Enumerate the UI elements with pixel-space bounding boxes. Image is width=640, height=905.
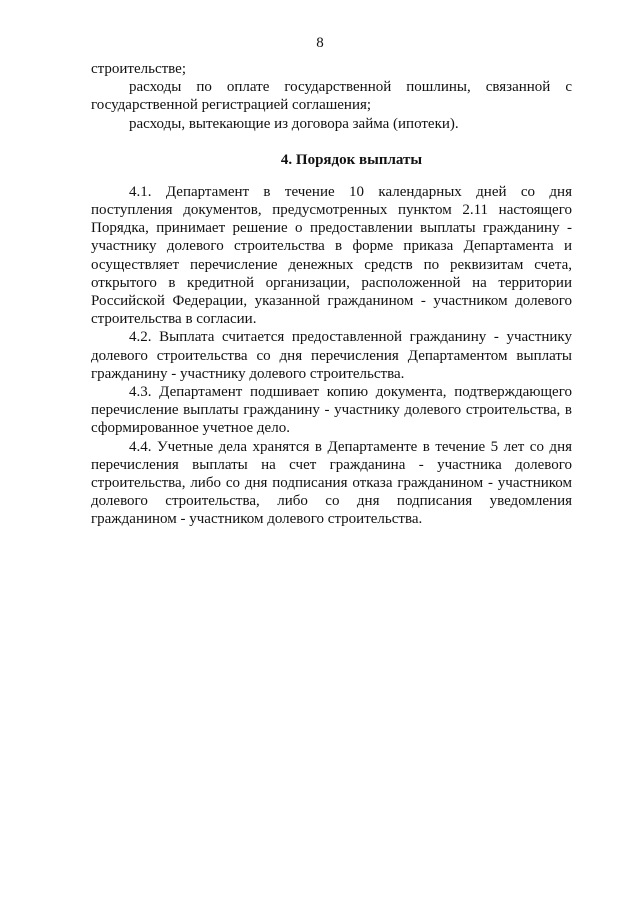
paragraph-4-4: 4.4. Учетные дела хранятся в Департаменте в течение 5 лет со дня перечисления выплаты на счет гражданина - участника долевого строительства, либо со дня подписания отказа гражданином - участником долевого строительства, либо со дня подписания уведомления гражданином - участником долевого строительства.	[91, 438, 572, 528]
continuation-paragraph-fees: расходы по оплате государственной пошлины, связанной с государственной регистрацией соглашения;	[91, 79, 572, 114]
page-number: 8	[316, 35, 324, 51]
paragraph-4-2: 4.2. Выплата считается предоставленной гражданину - участнику долевого строительства со дня перечисления Департаментом выплаты гражданину - участнику долевого строительства.	[91, 329, 572, 382]
document-body	[91, 60, 572, 529]
paragraph-4-3: 4.3. Департамент подшивает копию документа, подтверждающего перечисление выплаты гражданину - участнику долевого строительства, в сформированное учетное дело.	[91, 384, 572, 437]
section-title: 4. Порядок выплаты	[280, 151, 423, 168]
continuation-line-1: строительстве;	[91, 61, 186, 77]
continuation-paragraph-loan: расходы, вытекающие из договора займа (ипотеки).	[129, 115, 459, 132]
paragraph-4-1: 4.1. Департамент в течение 10 календарных дней со дня поступления документов, предусмотренных пунктом 2.11 настоящего Порядка, принимает решение о предоставлении выплаты гражданину - участнику долевого строительства в форме приказа Департамента и осуществляет перечисление денежных средств по реквизитам счета, открытого в кредитной организации, расположенной на территории Российской Федерации, указанной гражданином - участником долевого строительства в согласии.	[91, 183, 572, 328]
